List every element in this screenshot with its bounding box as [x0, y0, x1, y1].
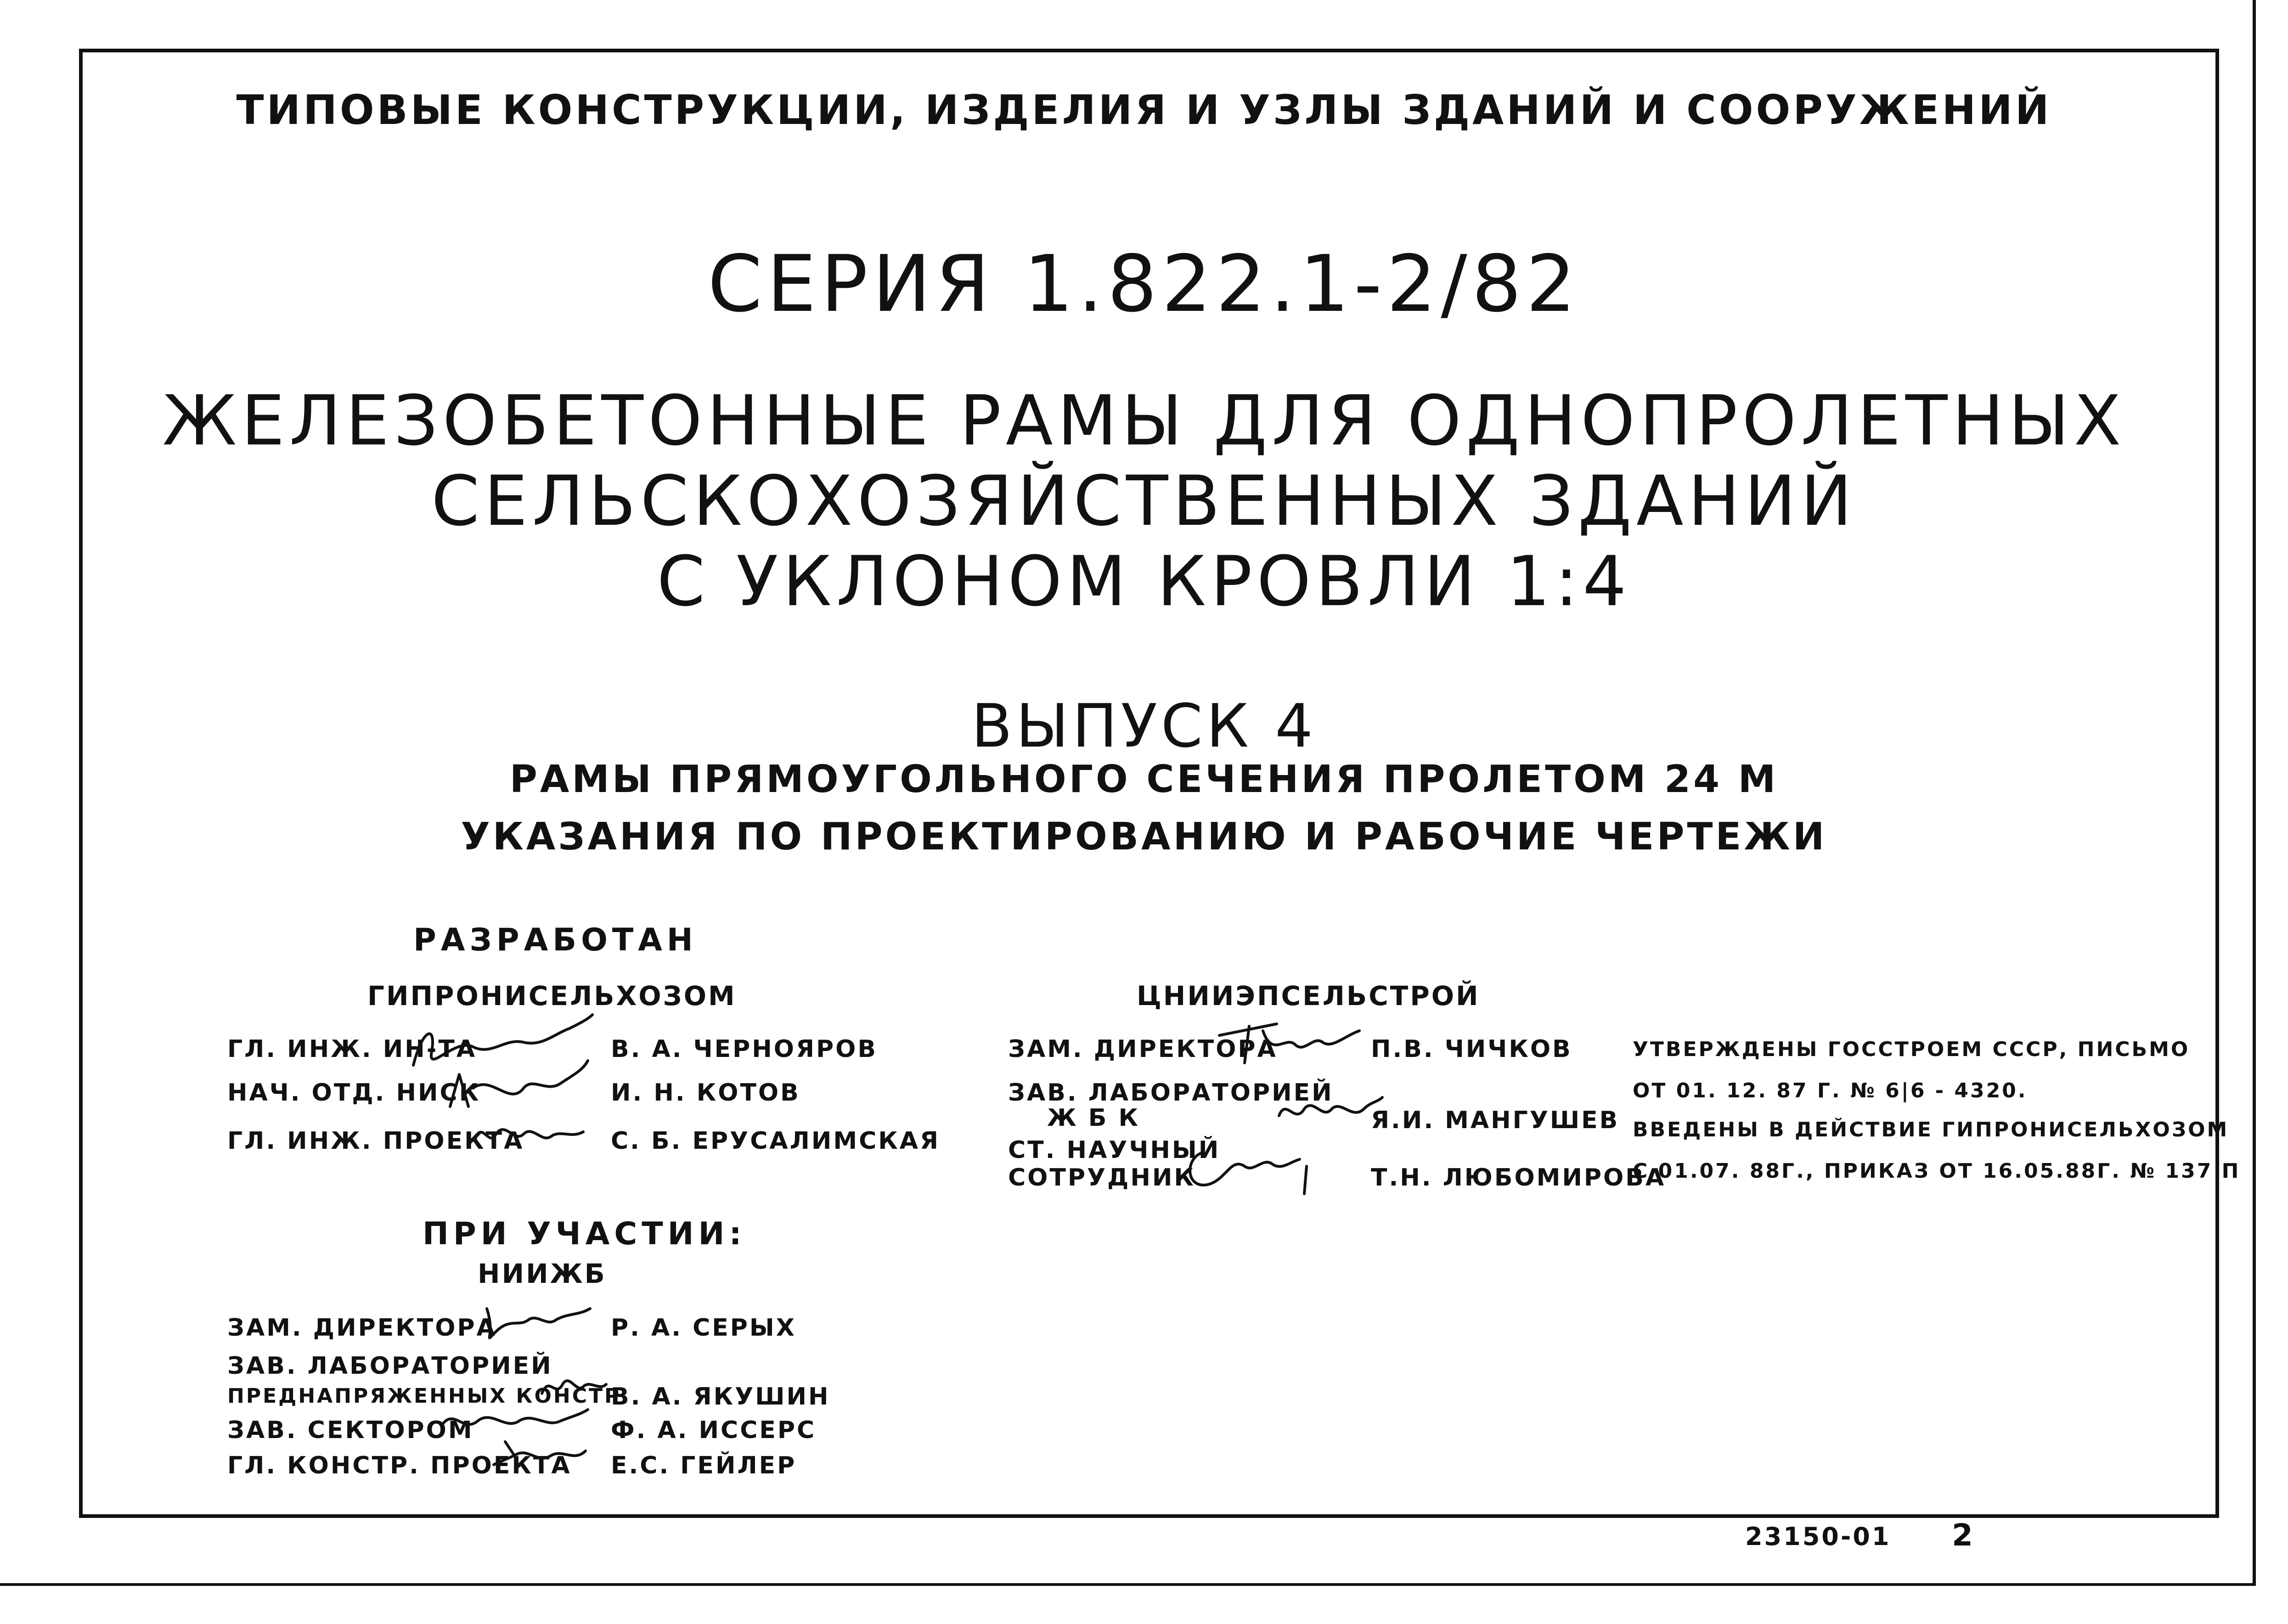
- developed-position-1: ГЛ. ИНЖ. ИН-ТА: [227, 1035, 477, 1063]
- participation-position-1: ЗАМ. ДИРЕКТОРА: [227, 1314, 497, 1342]
- cniiep-position-2: ЗАВ. ЛАБОРАТОРИЕЙ: [1008, 1079, 1334, 1107]
- signature-erusalimskaya: [468, 1111, 588, 1157]
- subtitle-line-2: УКАЗАНИЯ ПО ПРОЕКТИРОВАНИЮ И РАБОЧИЕ ЧЕРТЕЖИ: [461, 815, 1827, 859]
- cniiep-position-3: СТ. НАУЧНЫЙ: [1008, 1136, 1221, 1164]
- approval-line-1: УТВЕРЖДЕНЫ ГОССТРОЕМ СССР, ПИСЬМО: [1633, 1038, 2190, 1061]
- cniiep-position-3-line2: СОТРУДНИК: [1008, 1164, 1195, 1191]
- participation-position-3: ЗАВ. СЕКТОРОМ: [227, 1416, 474, 1444]
- issue-number: ВЫПУСК 4: [971, 691, 1317, 761]
- cniiep-position-2-line2: Ж Б К: [1047, 1104, 1140, 1132]
- signature-kotov: [441, 1056, 592, 1120]
- developed-heading: РАЗРАБОТАН: [413, 922, 698, 958]
- series-collection-line: ТИПОВЫЕ КОНСТРУКЦИИ, ИЗДЕЛИЯ И УЗЛЫ ЗДАНИЙ И СООРУЖЕНИЙ: [236, 86, 2052, 134]
- title-line-1: ЖЕЛЕЗОБЕТОННЫЕ РАМЫ ДЛЯ ОДНОПРОЛЕТНЫХ: [162, 381, 2126, 461]
- participation-position-2-line2: ПРЕДНАПРЯЖЕННЫХ КОНСТР.: [227, 1384, 631, 1408]
- developed-name-3: С. Б. ЕРУСАЛИМСКАЯ: [611, 1127, 941, 1155]
- signature-chichkov: [1212, 1017, 1364, 1072]
- developed-position-3: ГЛ. ИНЖ. ПРОЕКТА: [227, 1127, 524, 1155]
- title-line-3: С УКЛОНОМ КРОВЛИ 1:4: [657, 542, 1631, 622]
- developed-name-1: В. А. ЧЕРНОЯРОВ: [611, 1035, 878, 1063]
- participation-position-2: ЗАВ. ЛАБОРАТОРИЕЙ: [227, 1352, 553, 1380]
- series-number: СЕРИЯ 1.822.1-2/82: [708, 239, 1580, 330]
- participation-name-1: Р. А. СЕРЫХ: [611, 1314, 796, 1342]
- signature-lyubomirova: [1176, 1139, 1318, 1198]
- participation-heading: ПРИ УЧАСТИИ:: [423, 1216, 746, 1252]
- cniiep-position-1: ЗАМ. ДИРЕКТОРА: [1008, 1035, 1278, 1063]
- signature-geiler: [487, 1433, 592, 1478]
- signature-serykh: [478, 1299, 597, 1350]
- developed-name-2: И. Н. КОТОВ: [611, 1079, 800, 1107]
- approval-line-2: ОТ 01. 12. 87 Г. № 6|6 - 4320.: [1633, 1079, 2028, 1102]
- page-number: 2: [1952, 1517, 1975, 1553]
- participation-org: НИИЖБ: [478, 1258, 607, 1289]
- cniiep-name-3: Т.Н. ЛЮБОМИРОВА: [1371, 1164, 1666, 1191]
- participation-name-4: Е.С. ГЕЙЛЕР: [611, 1452, 797, 1479]
- approval-line-3: ВВЕДЕНЫ В ДЕЙСТВИЕ ГИПРОНИСЕЛЬХОЗОМ: [1633, 1118, 2229, 1141]
- cniiep-org: ЦНИИЭПСЕЛЬСТРОЙ: [1137, 980, 1480, 1011]
- approval-line-4: С 01.07. 88Г., ПРИКАЗ ОТ 16.05.88Г. № 137 П: [1633, 1159, 2241, 1183]
- cniiep-name-2: Я.И. МАНГУШЕВ: [1371, 1107, 1620, 1134]
- subtitle-line-1: РАМЫ ПРЯМОУГОЛЬНОГО СЕЧЕНИЯ ПРОЛЕТОМ 24 М: [509, 758, 1779, 801]
- cniiep-name-1: П.В. ЧИЧКОВ: [1371, 1035, 1572, 1063]
- developed-position-2: НАЧ. ОТД. НИСК: [227, 1079, 481, 1107]
- participation-name-3: Ф. А. ИССЕРС: [611, 1416, 817, 1444]
- signature-mangushev: [1272, 1088, 1387, 1134]
- title-line-2: СЕЛЬСКОХОЗЯЙСТВЕННЫХ ЗДАНИЙ: [431, 461, 1857, 541]
- bottom-edge-rule: [0, 1583, 2256, 1586]
- developed-org: ГИПРОНИСЕЛЬХОЗОМ: [367, 980, 737, 1011]
- participation-name-2: В. А. ЯКУШИН: [611, 1383, 830, 1410]
- participation-position-4: ГЛ. КОНСТР. ПРОЕКТА: [227, 1452, 572, 1479]
- document-number: 23150-01: [1745, 1522, 1891, 1551]
